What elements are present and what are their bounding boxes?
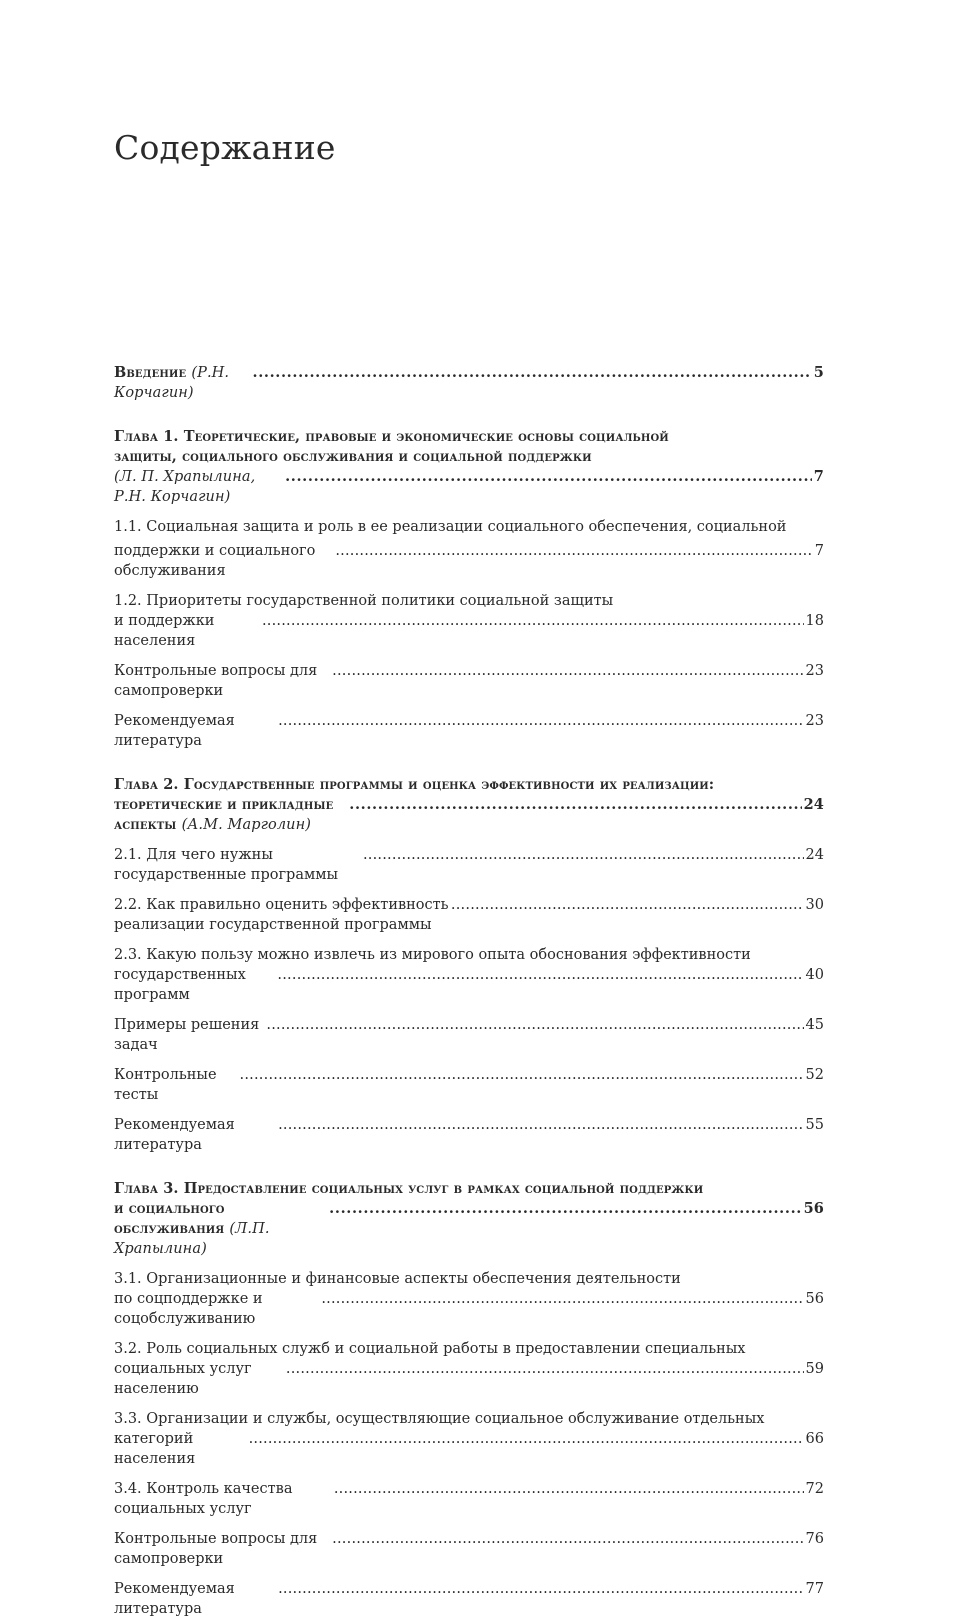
- leader-dots: [240, 1065, 804, 1085]
- page-number: 56: [805, 1291, 824, 1307]
- toc-entry[interactable]: [114, 661, 824, 701]
- page-number: 23: [805, 663, 824, 679]
- chapter-heading-line: защиты, социального обслуживания и социальной поддержки: [114, 448, 592, 465]
- table-of-contents: [114, 363, 824, 1619]
- page-number: 7: [813, 468, 824, 485]
- chapter-heading[interactable]: [114, 427, 824, 507]
- chapter-heading-line: Глава 3. Предоставление социальных услуг в рамках социальной поддержки: [114, 1180, 704, 1197]
- page-number: 24: [803, 796, 824, 813]
- page-number: 40: [805, 967, 824, 983]
- leader-dots: [262, 611, 804, 631]
- page-number: 66: [805, 1431, 824, 1447]
- toc-entry-line: 2.1. Для чего нужны государственные программы: [114, 847, 339, 883]
- page-number: 77: [805, 1581, 824, 1597]
- toc-entry[interactable]: [114, 1529, 824, 1569]
- leader-dots: [334, 1479, 804, 1499]
- chapter-heading-line: Глава 1. Теоретические, правовые и экономические основы социальной: [114, 428, 669, 445]
- chapter-author: (Л.П. Храпылина): [114, 1221, 270, 1257]
- page-number: 59: [805, 1361, 824, 1377]
- chapter-3: [114, 1179, 824, 1619]
- toc-entry-line: 1.1. Социальная защита и роль в ее реализации социального обеспечения, социальной: [114, 519, 787, 535]
- toc-entry-line: Рекомендуемая литература: [114, 1581, 235, 1617]
- page-number: 72: [805, 1481, 824, 1497]
- toc-entry[interactable]: [114, 895, 824, 935]
- leader-dots: [278, 1579, 803, 1599]
- page-number: 30: [805, 897, 824, 913]
- toc-entry-line: 2.2. Как правильно оценить эффективность реализации государственной программы: [114, 897, 449, 933]
- leader-dots: [329, 1199, 801, 1219]
- leader-dots: [253, 363, 812, 383]
- toc-entry[interactable]: [114, 591, 824, 651]
- page-number: 45: [805, 1017, 824, 1033]
- toc-entry[interactable]: [114, 845, 824, 885]
- chapter-heading-line: теоретические и прикладные аспекты (А.М. Марголин): [114, 796, 334, 833]
- toc-entry[interactable]: [114, 1479, 824, 1519]
- toc-entry[interactable]: [114, 1065, 824, 1105]
- leader-dots: [349, 795, 801, 815]
- toc-entry[interactable]: [114, 711, 824, 751]
- page-number: 18: [805, 613, 824, 629]
- leader-dots: [286, 1359, 804, 1379]
- chapter-2: [114, 775, 824, 1155]
- toc-entry-line: по соцподдержке и соцобслуживанию: [114, 1291, 263, 1327]
- toc-entry[interactable]: [114, 1269, 824, 1329]
- toc-entry-line: Примеры решения задач: [114, 1017, 260, 1053]
- leader-dots: [332, 1529, 803, 1549]
- page-number: 76: [805, 1531, 824, 1547]
- leader-dots: [285, 467, 812, 487]
- toc-entry[interactable]: [114, 1579, 824, 1619]
- leader-dots: [321, 1289, 803, 1309]
- toc-entry-line: социальных услуг населению: [114, 1361, 252, 1397]
- toc-entry[interactable]: [114, 1015, 824, 1055]
- toc-entry-line: Контрольные тесты: [114, 1067, 217, 1103]
- toc-entry-line: Контрольные вопросы для самопроверки: [114, 1531, 318, 1567]
- toc-entry-line: Контрольные вопросы для самопроверки: [114, 663, 318, 699]
- toc-entry-line: 3.4. Контроль качества социальных услуг: [114, 1481, 293, 1517]
- page-number: 52: [805, 1067, 824, 1083]
- toc-entry[interactable]: [114, 1339, 824, 1399]
- page-number: 56: [803, 1200, 824, 1217]
- page-number: 7: [814, 543, 824, 559]
- chapter-author: (А.М. Марголин): [181, 817, 312, 833]
- page-number: 55: [805, 1117, 824, 1133]
- toc-entry[interactable]: [114, 1409, 824, 1469]
- page-number: 5: [813, 364, 824, 381]
- toc-entry[interactable]: [114, 517, 824, 581]
- leader-dots: [451, 895, 804, 915]
- toc-intro[interactable]: [114, 363, 824, 403]
- page-number: 23: [805, 713, 824, 729]
- leader-dots: [266, 1015, 803, 1035]
- chapter-author: (Л. П. Храпылина, Р.Н. Корчагин): [114, 469, 256, 505]
- leader-dots: [332, 661, 803, 681]
- chapter-heading[interactable]: [114, 775, 824, 835]
- toc-entry-line: 3.2. Роль социальных служб и социальной работы в предоставлении специальных: [114, 1341, 746, 1357]
- page-title: Содержание: [114, 128, 336, 167]
- toc-entry[interactable]: [114, 945, 824, 1005]
- leader-dots: [278, 711, 803, 731]
- chapter-1: [114, 427, 824, 751]
- leader-dots: [363, 845, 804, 865]
- toc-entry-line: государственных программ: [114, 967, 246, 1003]
- toc-entry-line: поддержки и социального обслуживания: [114, 543, 316, 579]
- toc-entry[interactable]: [114, 1115, 824, 1155]
- chapter-heading-line: и социального обслуживания (Л.П. Храпылина): [114, 1200, 270, 1257]
- toc-entry-line: Рекомендуемая литература: [114, 1117, 235, 1153]
- toc-entry-line: 1.2. Приоритеты государственной политики социальной защиты: [114, 593, 614, 609]
- toc-entry-line: и поддержки населения: [114, 613, 215, 649]
- leader-dots: [335, 541, 812, 561]
- toc-entry-line: 2.3. Какую пользу можно извлечь из мирового опыта обоснования эффективности: [114, 947, 751, 963]
- page-number: 24: [805, 847, 824, 863]
- toc-intro-label: Введение (Р.Н. Корчагин): [114, 364, 230, 401]
- leader-dots: [277, 965, 803, 985]
- toc-entry-line: Рекомендуемая литература: [114, 713, 235, 749]
- chapter-heading-line: Глава 2. Государственные программы и оценка эффективности их реализации:: [114, 776, 715, 793]
- toc-entry-line: 3.1. Организационные и финансовые аспекты обеспечения деятельности: [114, 1271, 681, 1287]
- leader-dots: [278, 1115, 803, 1135]
- toc-entry-line: категорий населения: [114, 1431, 196, 1467]
- leader-dots: [249, 1429, 804, 1449]
- chapter-heading[interactable]: [114, 1179, 824, 1259]
- toc-entry-line: 3.3. Организации и службы, осуществляющие социальное обслуживание отдельных: [114, 1411, 765, 1427]
